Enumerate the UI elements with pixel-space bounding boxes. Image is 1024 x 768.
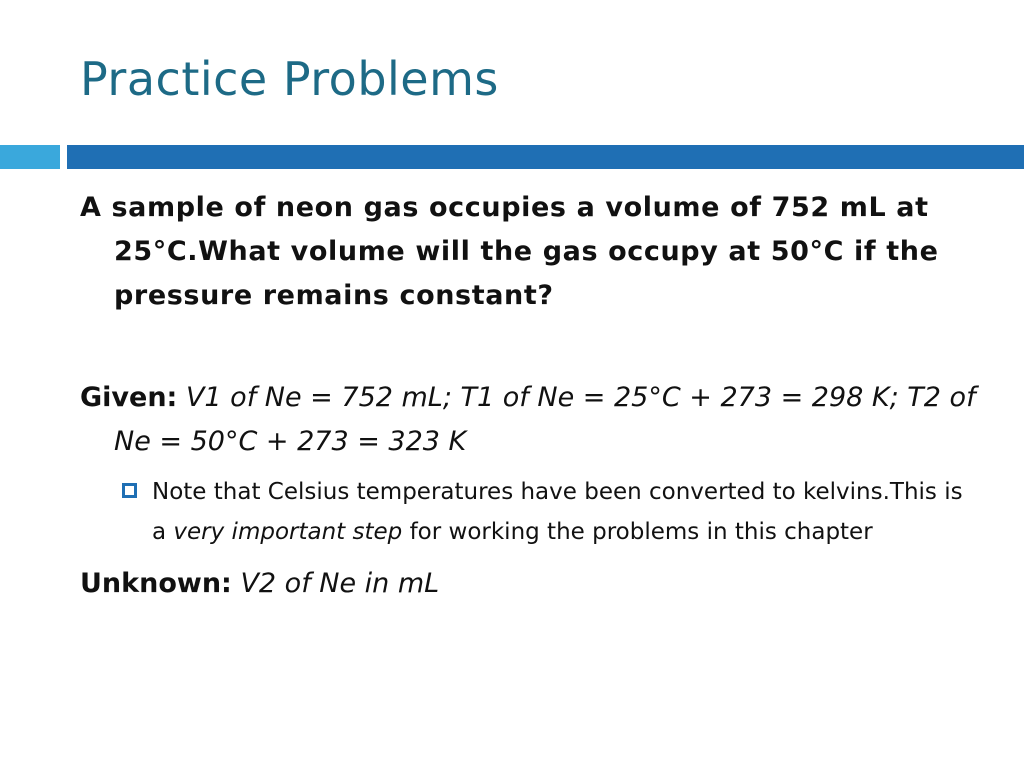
problem-question: A sample of neon gas occupies a volume of 752 mL at 25°C.What volume will the gas occupy at 50°C if the pressure remains constant? <box>80 192 939 311</box>
note-item <box>120 472 980 552</box>
hollow-square-bullet-icon <box>122 483 137 498</box>
unknown-line <box>80 562 980 606</box>
note-text-before: Note that Celsius temperatures have been converted to kelvins.This is a <box>152 479 963 545</box>
note-emphasis: very important step <box>173 519 403 545</box>
unknown-label: Unknown: <box>80 568 232 599</box>
slide-title: Practice Problems <box>80 52 499 106</box>
note-text-after: for working the problems in this chapter <box>409 519 873 545</box>
unknown-value: V2 of Ne in mL <box>240 568 440 599</box>
given-line <box>80 376 980 464</box>
given-label: Given: <box>80 382 178 413</box>
accent-bar-right <box>67 145 1024 169</box>
accent-bar-left <box>0 145 60 169</box>
slide-content <box>80 186 980 606</box>
given-values: V1 of Ne = 752 mL; T1 of Ne = 25°C + 273 = 298 K; T2 of Ne = 50°C + 273 = 323 K <box>114 382 976 457</box>
